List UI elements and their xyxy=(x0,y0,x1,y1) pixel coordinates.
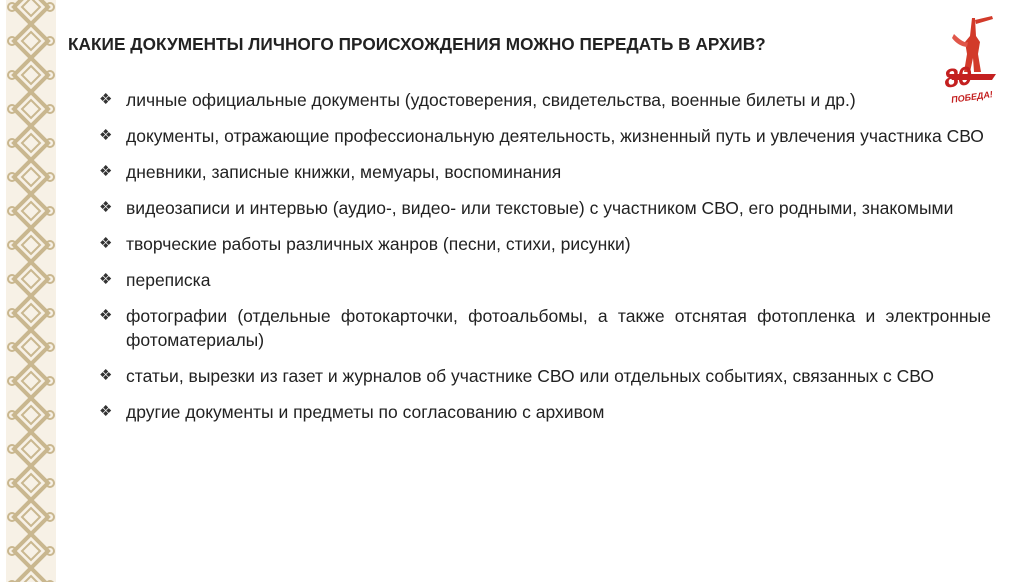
diamond-bullet-icon: ❖ xyxy=(99,91,113,108)
list-item xyxy=(99,268,991,292)
list-item xyxy=(99,124,991,148)
list-item xyxy=(99,232,991,256)
list-item-text: личные официальные документы (удостоверения, свидетельства, военные билеты и др.) xyxy=(126,90,856,110)
list-item-text: другие документы и предметы по согласованию с архивом xyxy=(126,402,605,422)
diamond-bullet-icon: ❖ xyxy=(99,199,113,216)
emblem-label: ПОБЕДА! xyxy=(950,89,994,105)
list-item-text: переписка xyxy=(126,270,211,290)
list-item-text: дневники, записные книжки, мемуары, воспоминания xyxy=(126,162,562,182)
diamond-bullet-icon: ❖ xyxy=(99,403,113,420)
list-item-text: статьи, вырезки из газет и журналов об участнике СВО или отдельных событиях, связанных с СВО xyxy=(126,366,934,386)
list-item xyxy=(99,400,991,424)
list-item-text: видеозаписи и интервью (аудио-, видео- или текстовые) с участником СВО, его родными, знакомыми xyxy=(126,198,954,218)
document-list xyxy=(99,88,991,436)
list-item-text: фотографии (отдельные фотокарточки, фотоальбомы, а также отснятая фотопленка и электронные фотоматериалы) xyxy=(126,306,991,350)
list-item xyxy=(99,88,991,112)
list-item xyxy=(99,160,991,184)
diamond-bullet-icon: ❖ xyxy=(99,271,113,288)
emblem-number: 80 xyxy=(941,60,973,94)
list-item-text: документы, отражающие профессиональную деятельность, жизненный путь и увлечения участника СВО xyxy=(126,126,984,146)
list-item xyxy=(99,196,991,220)
diamond-bullet-icon: ❖ xyxy=(99,367,113,384)
slide-title: КАКИЕ ДОКУМЕНТЫ ЛИЧНОГО ПРОИСХОЖДЕНИЯ МОЖНО ПЕРЕДАТЬ В АРХИВ? xyxy=(68,34,766,54)
diamond-bullet-icon: ❖ xyxy=(99,163,113,180)
list-item xyxy=(99,304,991,352)
diamond-bullet-icon: ❖ xyxy=(99,127,113,144)
ornamental-border xyxy=(6,0,56,582)
diamond-bullet-icon: ❖ xyxy=(99,235,113,252)
list-item xyxy=(99,364,991,388)
diamond-bullet-icon: ❖ xyxy=(99,307,113,324)
ornament-pattern-icon xyxy=(6,0,56,582)
list-item-text: творческие работы различных жанров (песни, стихи, рисунки) xyxy=(126,234,631,254)
